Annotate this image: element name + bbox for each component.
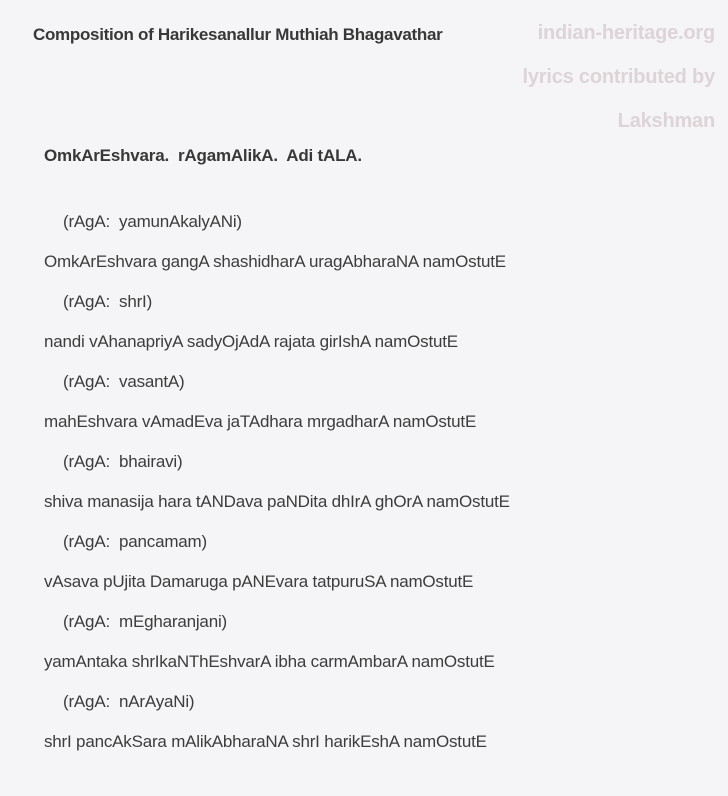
verse-line: nandi vAhanapriyA sadyOjAdA rajata girIshA namOstutE [44,332,458,351]
verse-line: yamAntaka shrIkaNThEshvarA ibha carmAmbarA namOstutE [44,652,495,671]
verse-line: OmkArEshvara gangA shashidharA uragAbharaNA namOstutE [44,252,506,271]
stanza-list [0,202,728,762]
stanza [0,522,728,602]
page-title: Composition of Harikesanallur Muthiah Bhagavathar [33,25,443,44]
stanza [0,362,728,442]
raga-label: (rAgA: shrI) [63,292,153,311]
song-content [0,136,728,762]
watermark-contributor-name: Lakshman [617,110,715,132]
verse-line: shiva manasija hara tANDava paNDita dhIrA ghOrA namOstutE [44,492,510,511]
stanza [0,602,728,682]
raga-label: (rAgA: nArAyaNi) [63,692,195,711]
raga-label: (rAgA: pancamam) [63,532,207,551]
stanza [0,282,728,362]
stanza [0,442,728,522]
verse-line: vAsava pUjita Damaruga pANEvara tatpuruSA namOstutE [44,572,474,591]
stanza [0,202,728,282]
watermark-site-name: indian-heritage.org [537,22,715,44]
song-heading: OmkArEshvara. rAgamAlikA. Adi tALA. [44,146,362,165]
raga-label: (rAgA: bhairavi) [63,452,183,471]
watermark-credit-text: lyrics contributed by [522,66,715,88]
raga-label: (rAgA: yamunAkalyANi) [63,212,242,231]
site-watermark [522,11,715,143]
raga-label: (rAgA: mEgharanjani) [63,612,227,631]
raga-label: (rAgA: vasantA) [63,372,185,391]
verse-line: mahEshvara vAmadEva jaTAdhara mrgadharA namOstutE [44,412,477,431]
verse-line: shrI pancAkSara mAlikAbharaNA shrI harikEshA namOstutE [44,732,487,751]
stanza [0,682,728,762]
